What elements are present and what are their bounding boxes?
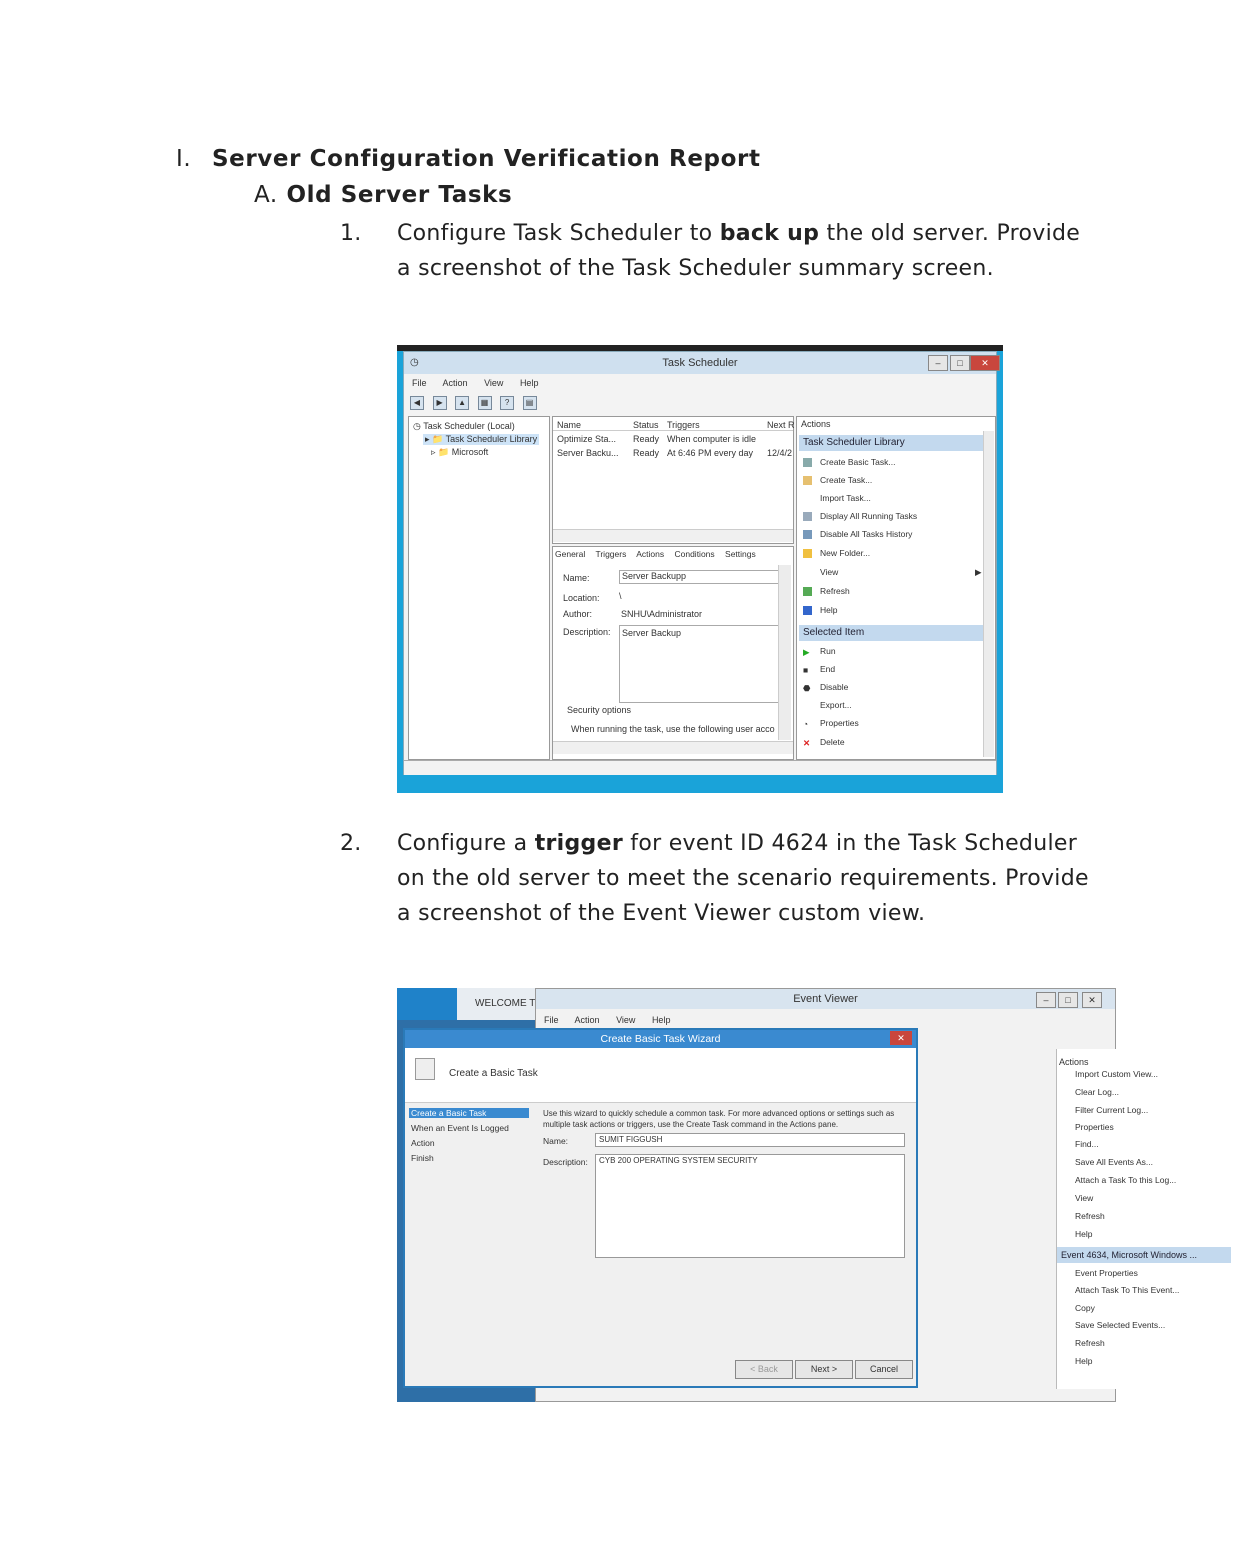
row-next: 12/4/2 [767, 448, 793, 458]
action-attach-task-event[interactable]: Attach Task To This Event... [1075, 1285, 1180, 1295]
properties-pane [552, 546, 794, 760]
task-scheduler-screenshot [397, 345, 1003, 793]
back-icon[interactable]: ◀ [410, 396, 424, 410]
close-button[interactable]: ✕ [970, 355, 1000, 371]
row-name: Optimize Sta... [557, 434, 617, 444]
tab-actions[interactable]: Actions [636, 549, 665, 559]
cancel-button[interactable]: Cancel [855, 1360, 913, 1379]
tree-item-library-label: Task Scheduler Library [445, 434, 538, 444]
folder-up-icon[interactable]: ▲ [455, 396, 469, 410]
status-bar [404, 760, 996, 775]
list-icon [803, 512, 812, 521]
action-label: Disable [820, 682, 849, 692]
item-bold: back up [719, 221, 820, 246]
section-heading [254, 182, 512, 208]
wizard-task-icon [415, 1058, 435, 1080]
task-list [552, 416, 794, 544]
properties-icon: ◔ [803, 719, 809, 730]
action-event-properties[interactable]: Event Properties [1075, 1268, 1138, 1278]
tree-item-microsoft-label: Microsoft [451, 447, 489, 457]
action-properties[interactable]: Properties [1075, 1122, 1114, 1132]
action-label: Run [820, 646, 836, 656]
action-view[interactable] [803, 567, 982, 577]
row-status: Ready [633, 434, 660, 444]
action-save-all-events[interactable]: Save All Events As... [1075, 1157, 1153, 1167]
menu-help[interactable]: Help [519, 378, 539, 388]
step-when-event-logged[interactable]: When an Event Is Logged [411, 1123, 509, 1133]
wizard-header-title: Create a Basic Task [449, 1068, 538, 1079]
window-title: Event Viewer [536, 989, 1115, 1009]
wizard-header [405, 1048, 916, 1103]
blank-icon [803, 494, 812, 503]
actions-pane [1056, 1049, 1235, 1389]
table-row[interactable] [557, 434, 616, 444]
tree-pane [408, 416, 550, 760]
action-label: Disable All Tasks History [820, 529, 913, 539]
minimize-button[interactable]: – [928, 355, 948, 371]
wizard-description-input[interactable]: CYB 200 OPERATING SYSTEM SECURITY [595, 1154, 905, 1258]
tab-settings[interactable]: Settings [725, 549, 756, 559]
action-export[interactable] [803, 700, 852, 710]
action-label: Import Task... [820, 493, 871, 503]
action-properties[interactable] [803, 718, 859, 728]
event-section-label: Event 4634, Microsoft Windows ... [1061, 1250, 1198, 1260]
create-basic-task-wizard [403, 1028, 918, 1388]
action-refresh-event[interactable]: Refresh [1075, 1338, 1105, 1348]
action-help-event[interactable]: Help [1075, 1356, 1093, 1366]
action-label: End [820, 664, 836, 674]
section-letter: A. [254, 182, 278, 208]
tab-conditions[interactable]: Conditions [674, 549, 715, 559]
vertical-scrollbar[interactable] [778, 565, 791, 740]
forward-icon[interactable]: ▶ [433, 396, 447, 410]
history-icon [803, 530, 812, 539]
action-copy[interactable]: Copy [1075, 1303, 1095, 1313]
action-disable-history[interactable] [803, 529, 912, 539]
col-triggers[interactable]: Triggers [667, 420, 700, 430]
folder-icon [803, 549, 812, 558]
task-icon [803, 476, 812, 485]
selected-section-label: Selected Item [803, 627, 865, 638]
menu-action[interactable]: Action [442, 378, 468, 388]
clock-icon: ◷ [410, 357, 419, 368]
welcome-tile: WELCOME T [457, 988, 553, 1020]
table-row[interactable] [557, 448, 619, 458]
action-import-task[interactable] [803, 493, 871, 503]
security-label: Security options [567, 705, 632, 715]
step-create-basic-task[interactable]: Create a Basic Task [409, 1108, 529, 1118]
actions-pane [796, 416, 996, 760]
delete-icon: ✕ [803, 738, 811, 749]
action-disable[interactable] [803, 682, 848, 692]
window-title: Task Scheduler [404, 352, 996, 374]
item-bold: trigger [534, 831, 623, 856]
horizontal-scrollbar[interactable] [553, 741, 793, 754]
location-label: Location: [563, 593, 600, 603]
action-create-basic-task[interactable] [803, 457, 895, 467]
wizard-description-label: Description: [543, 1157, 588, 1167]
row-trigger: When computer is idle [667, 434, 757, 444]
action-new-folder[interactable] [803, 548, 870, 558]
server-manager-bar [397, 988, 457, 1020]
help-icon[interactable]: ? [500, 396, 514, 410]
action-filter-log[interactable]: Filter Current Log... [1075, 1105, 1149, 1115]
tree-item-root[interactable]: ◷ Task Scheduler (Local) [413, 421, 515, 431]
minimize-button[interactable]: – [1036, 992, 1056, 1008]
menu-action[interactable]: Action [574, 1015, 600, 1025]
action-help[interactable] [803, 605, 837, 615]
event-viewer-screenshot [397, 988, 1198, 1402]
action-end[interactable] [803, 664, 835, 674]
show-hide-action-pane-icon[interactable]: ▤ [523, 396, 537, 410]
action-clear-log[interactable]: Clear Log... [1075, 1087, 1119, 1097]
wizard-intro: Use this wizard to quickly schedule a common task. For more advanced options or settings such as multiple task actions or triggers, use the Create Task command in the Actions pane. [543, 1109, 895, 1129]
action-label: Properties [820, 718, 859, 728]
disable-icon: ⬣ [803, 683, 811, 694]
heading-text: Server Configuration Verification Report [212, 146, 761, 172]
menu-view[interactable]: View [616, 1015, 636, 1025]
action-view[interactable]: View [1075, 1193, 1094, 1203]
action-label: Display All Running Tasks [820, 511, 918, 521]
heading-number: I. [176, 146, 192, 172]
action-display-running[interactable] [803, 511, 917, 521]
maximize-button[interactable]: □ [1058, 992, 1078, 1008]
col-status[interactable]: Status [633, 420, 659, 430]
report-heading [176, 146, 761, 172]
close-button[interactable]: ✕ [1082, 992, 1102, 1008]
step-finish[interactable]: Finish [411, 1153, 434, 1163]
selected-section[interactable] [799, 625, 983, 641]
action-run[interactable] [803, 646, 836, 656]
blank-icon [803, 701, 812, 710]
event-section[interactable] [1057, 1247, 1231, 1263]
action-create-task[interactable] [803, 475, 872, 485]
location-value: \ [619, 591, 622, 601]
tree-item-library[interactable]: ▸ 📁 Task Scheduler Library [425, 434, 538, 444]
library-section-label: Task Scheduler Library [803, 437, 905, 448]
toolbar [410, 396, 543, 414]
action-label: New Folder... [820, 548, 871, 558]
tab-triggers[interactable]: Triggers [595, 549, 627, 559]
row-name: Server Backu... [557, 448, 619, 458]
tree-item-root-label: Task Scheduler (Local) [423, 421, 515, 431]
menu-file[interactable]: File [412, 378, 427, 388]
tree-item-microsoft[interactable]: ▹ 📁 Microsoft [431, 447, 489, 457]
description-label: Description: [563, 627, 611, 637]
tab-bar [555, 549, 756, 559]
name-field[interactable]: Server Backupp [619, 570, 779, 584]
task-scheduler-window [403, 351, 997, 775]
back-button[interactable]: < Back [735, 1360, 793, 1379]
item-text-before: Configure Task Scheduler to [397, 221, 720, 246]
item-text-before: Configure a [397, 831, 535, 856]
library-section[interactable] [799, 435, 983, 451]
chevron-right-icon: ▶ [975, 567, 982, 577]
actions-header: Actions [1059, 1057, 1089, 1067]
maximize-button[interactable]: □ [950, 355, 970, 371]
wizard-title: Create Basic Task Wizard [405, 1030, 916, 1048]
next-button[interactable]: Next > [795, 1360, 853, 1379]
action-label: Delete [820, 737, 845, 747]
task-icon [803, 458, 812, 467]
action-save-selected[interactable]: Save Selected Events... [1075, 1320, 1166, 1330]
item-text-after: for event ID 4624 in the Task Scheduler on the old server to meet the scenario requirements. Provide a screenshot of the Event Viewer custom view. [397, 831, 1089, 926]
menu-view[interactable]: View [484, 378, 504, 388]
header-divider [553, 430, 793, 431]
item-number: 1. [340, 221, 362, 246]
col-next[interactable]: Next R [767, 420, 795, 430]
wizard-name-input[interactable]: SUMIT FIGGUSH [595, 1133, 905, 1147]
refresh-icon [803, 587, 812, 596]
action-refresh[interactable] [803, 586, 850, 596]
stop-icon: ■ [803, 665, 809, 676]
help-icon [803, 606, 812, 615]
item-text [397, 216, 1097, 286]
action-label: Export... [820, 700, 852, 710]
author-value: SNHU\Administrator [621, 609, 703, 619]
action-delete[interactable] [803, 737, 845, 747]
action-refresh[interactable]: Refresh [1075, 1211, 1105, 1221]
action-label: Help [820, 605, 838, 615]
row-status: Ready [633, 448, 660, 458]
action-attach-task-log[interactable]: Attach a Task To this Log... [1075, 1175, 1177, 1185]
action-find[interactable]: Find... [1075, 1139, 1099, 1149]
play-icon: ▶ [803, 647, 810, 658]
menu-bar [412, 378, 552, 388]
menu-help[interactable]: Help [651, 1015, 671, 1025]
wizard-close-button[interactable]: ✕ [890, 1031, 912, 1045]
actions-header: Actions [801, 419, 831, 429]
item-text [397, 826, 1097, 931]
section-text: Old Server Tasks [286, 182, 513, 208]
show-hide-tree-icon[interactable]: ▦ [478, 396, 492, 410]
action-help[interactable]: Help [1075, 1229, 1093, 1239]
blank-icon [803, 568, 812, 577]
horizontal-scrollbar[interactable] [553, 529, 793, 542]
tab-general[interactable]: General [555, 549, 586, 559]
wizard-name-label: Name: [543, 1136, 569, 1146]
item-text-after: the old server. Provide a screenshot of the Task Scheduler summary screen. [397, 221, 1081, 281]
action-label: Create Task... [820, 475, 873, 485]
action-label: Create Basic Task... [820, 457, 896, 467]
security-text: When running the task, use the following user acco [571, 724, 775, 734]
row-trigger: At 6:46 PM every day [667, 448, 754, 458]
author-label: Author: [563, 609, 593, 619]
step-action[interactable]: Action [411, 1138, 435, 1148]
action-import-custom-view[interactable]: Import Custom View... [1075, 1069, 1158, 1079]
menu-bar [544, 1015, 670, 1025]
description-field[interactable]: Server Backup [619, 625, 781, 703]
action-label: Refresh [820, 586, 850, 596]
col-name[interactable]: Name [557, 420, 582, 430]
item-number: 2. [340, 831, 362, 856]
name-label: Name: [563, 573, 590, 583]
menu-file[interactable]: File [544, 1015, 559, 1025]
action-label: View [820, 567, 839, 577]
vertical-scrollbar[interactable] [983, 431, 994, 757]
